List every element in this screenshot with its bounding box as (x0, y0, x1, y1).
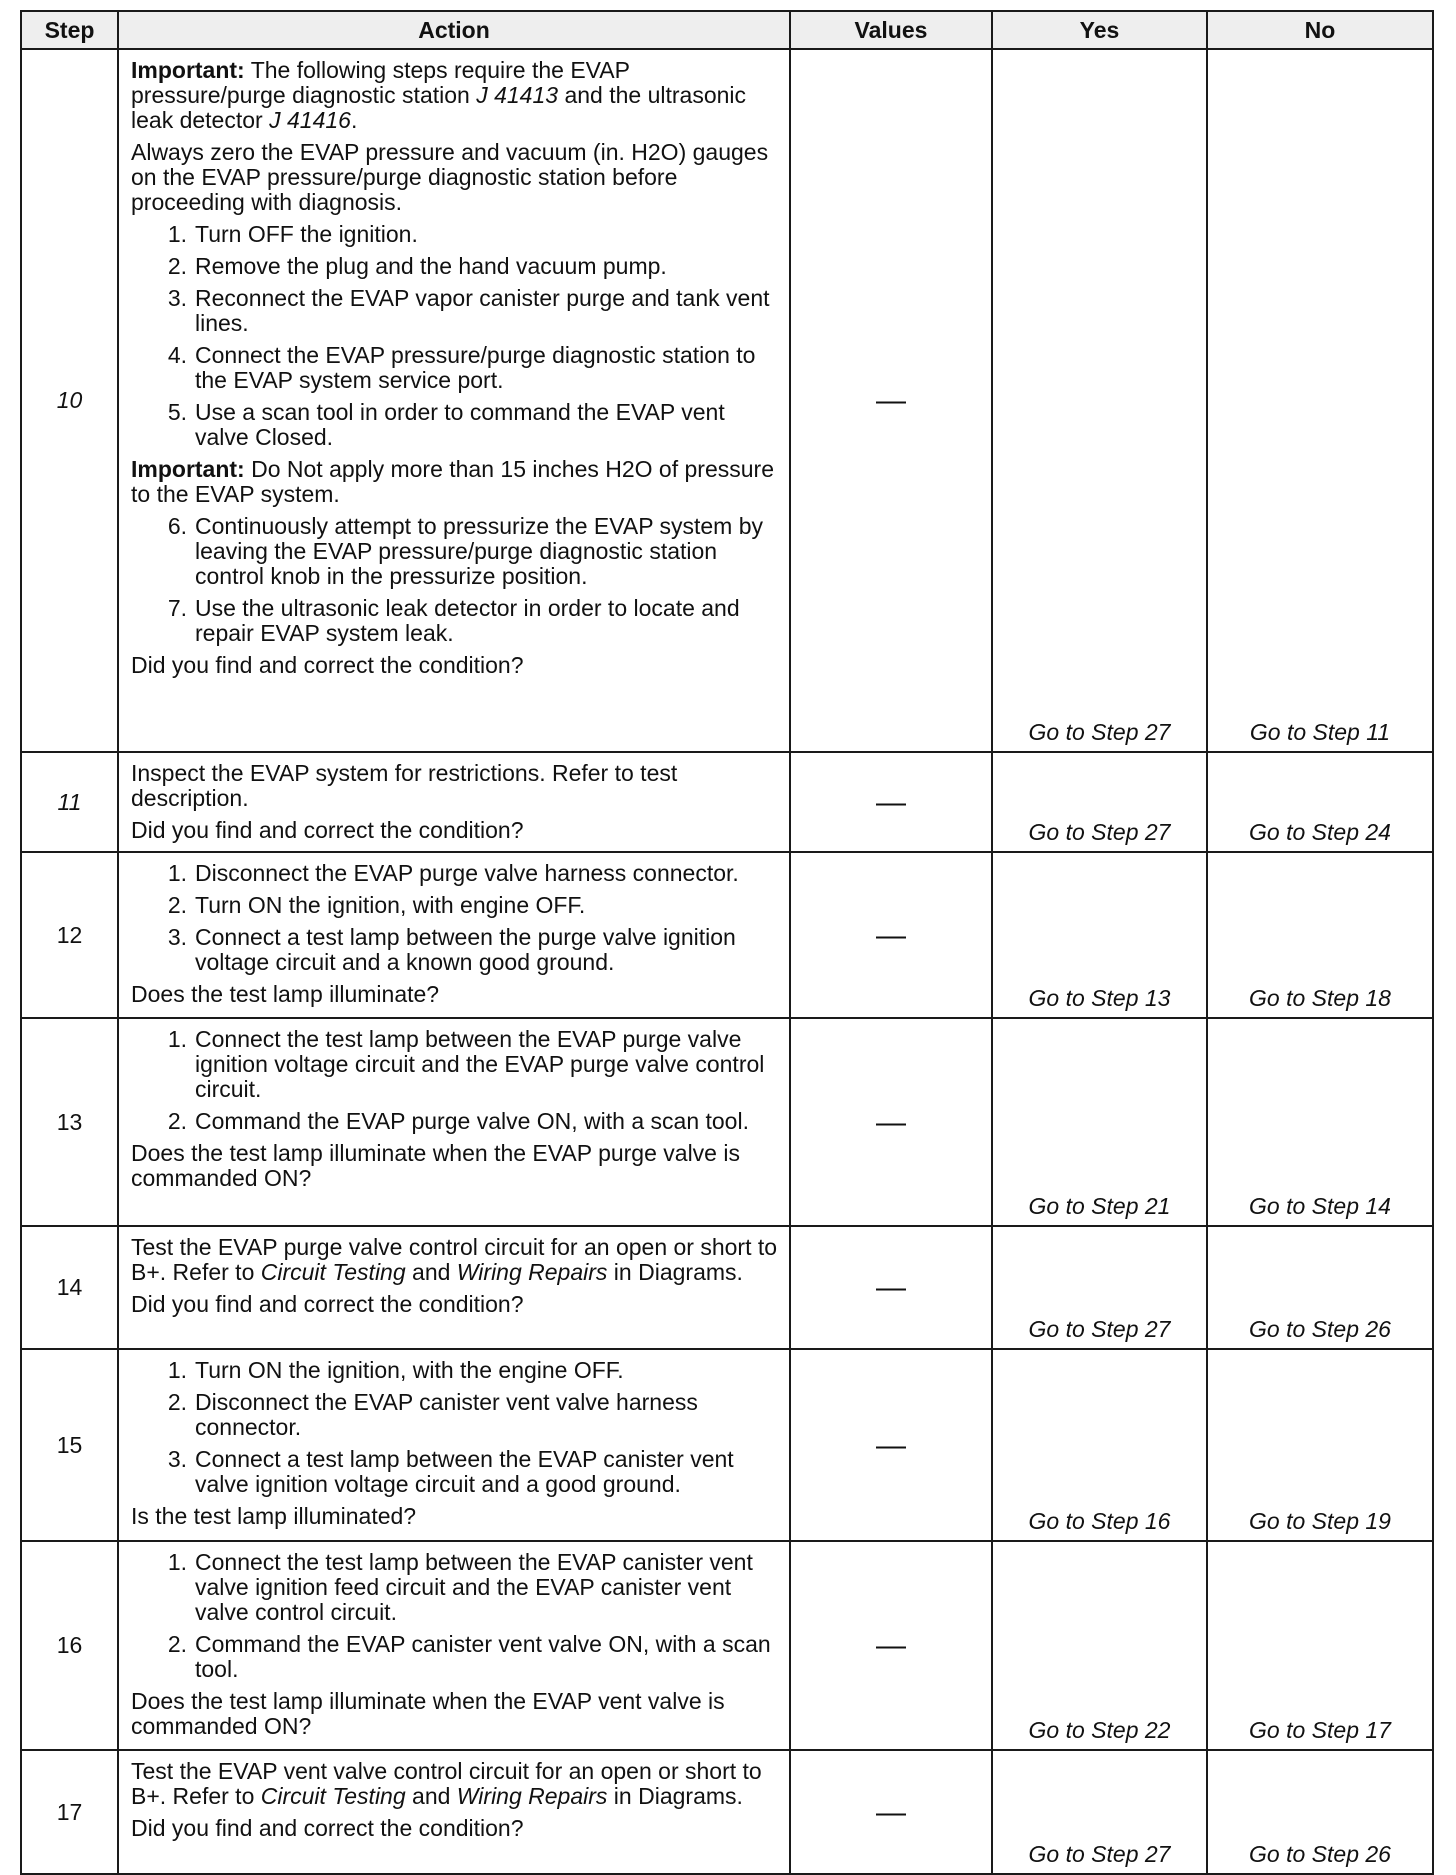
list-item: 3. Connect a test lamp between the EVAP canister vent valve ignition voltage circuit and a good ground. (167, 1446, 734, 1497)
table-row-step-15 (21, 1349, 1433, 1541)
list-item: 1. Turn OFF the ignition. (167, 221, 418, 247)
table-row-step-17 (21, 1750, 1433, 1874)
action-cell (118, 752, 790, 852)
list-item: 1. Disconnect the EVAP purge valve harness connector. (167, 860, 739, 886)
values-cell: — (790, 49, 992, 752)
step-number: 14 (21, 1226, 118, 1349)
yes-cell: Go to Step 27 (992, 752, 1207, 852)
step-number: 16 (21, 1541, 118, 1750)
yes-cell: Go to Step 16 (992, 1349, 1207, 1541)
list-item: 3. Connect a test lamp between the purge valve ignition voltage circuit and a known good ground. (167, 924, 736, 975)
diagnostic-table-page (20, 10, 1432, 1875)
list-item: 6. Continuously attempt to pressurize the EVAP system by leaving the EVAP pressure/purge diagnostic station control knob in the pressurize position. (167, 513, 764, 589)
question: Did you find and correct the condition? (131, 1291, 524, 1317)
instruction-paragraph: Inspect the EVAP system for restrictions. Refer to test description. (131, 760, 678, 811)
header-yes: Yes (992, 11, 1207, 49)
no-cell: Go to Step 26 (1207, 1750, 1433, 1874)
header-step: Step (21, 11, 118, 49)
question: Does the test lamp illuminate when the EVAP purge valve is commanded ON? (131, 1140, 740, 1191)
list-item: 2. Turn ON the ignition, with engine OFF. (167, 892, 586, 918)
values-cell: — (790, 1018, 992, 1226)
instruction-paragraph: Always zero the EVAP pressure and vacuum (in. H2O) gauges on the EVAP pressure/purge diagnostic station before proceeding with diagnosis. (131, 139, 769, 215)
action-cell (118, 852, 790, 1018)
diagnostic-table (20, 10, 1434, 1875)
no-cell: Go to Step 11 (1207, 49, 1433, 752)
step-number: 17 (21, 1750, 118, 1874)
list-item: 1. Connect the test lamp between the EVAP canister vent valve ignition feed circuit and the EVAP canister vent valve control circuit. (167, 1549, 753, 1625)
action-cell (118, 1750, 790, 1874)
yes-cell: Go to Step 27 (992, 49, 1207, 752)
table-row-step-10 (21, 49, 1433, 752)
no-cell: Go to Step 19 (1207, 1349, 1433, 1541)
table-row-step-13 (21, 1018, 1433, 1226)
list-item: 1. Connect the test lamp between the EVAP purge valve ignition voltage circuit and the EVAP purge valve control circuit. (167, 1026, 765, 1102)
list-item: 2. Remove the plug and the hand vacuum pump. (167, 253, 667, 279)
action-cell (118, 1018, 790, 1226)
no-cell: Go to Step 26 (1207, 1226, 1433, 1349)
important-note: Important: The following steps require the EVAP pressure/purge diagnostic station J 41413 and the ultrasonic leak detector J 41416. (131, 57, 747, 133)
yes-cell: Go to Step 27 (992, 1226, 1207, 1349)
list-item: 3. Reconnect the EVAP vapor canister purge and tank vent lines. (167, 285, 770, 336)
header-values: Values (790, 11, 992, 49)
values-cell: — (790, 1349, 992, 1541)
header-action: Action (118, 11, 790, 49)
question: Did you find and correct the condition? (131, 1815, 524, 1841)
question: Does the test lamp illuminate when the EVAP vent valve is commanded ON? (131, 1688, 725, 1739)
action-cell (118, 1541, 790, 1750)
no-cell: Go to Step 14 (1207, 1018, 1433, 1226)
values-cell: — (790, 1541, 992, 1750)
step-number: 15 (21, 1349, 118, 1541)
list-item: 7. Use the ultrasonic leak detector in order to locate and repair EVAP system leak. (167, 595, 740, 646)
question: Does the test lamp illuminate? (131, 981, 440, 1007)
no-cell: Go to Step 17 (1207, 1541, 1433, 1750)
yes-cell: Go to Step 27 (992, 1750, 1207, 1874)
list-item: 2. Command the EVAP purge valve ON, with a scan tool. (167, 1108, 749, 1134)
instruction-paragraph: Test the EVAP purge valve control circuit for an open or short to B+. Refer to Circuit Testing and Wiring Repairs in Diagrams. (131, 1234, 778, 1285)
table-row-step-16 (21, 1541, 1433, 1750)
table-row-step-12 (21, 852, 1433, 1018)
question: Did you find and correct the condition? (131, 817, 524, 843)
no-cell: Go to Step 18 (1207, 852, 1433, 1018)
header-row (21, 11, 1433, 49)
list-item: 5. Use a scan tool in order to command the EVAP vent valve Closed. (167, 399, 725, 450)
step-number: 12 (21, 852, 118, 1018)
list-item: 4. Connect the EVAP pressure/purge diagnostic station to the EVAP system service port. (167, 342, 756, 393)
table-row-step-14 (21, 1226, 1433, 1349)
list-item: 2. Disconnect the EVAP canister vent valve harness connector. (167, 1389, 698, 1440)
step-number: 10 (21, 49, 118, 752)
header-no: No (1207, 11, 1433, 49)
question: Did you find and correct the condition? (131, 652, 524, 678)
values-cell: — (790, 1226, 992, 1349)
instruction-paragraph: Test the EVAP vent valve control circuit for an open or short to B+. Refer to Circuit Testing and Wiring Repairs in Diagrams. (131, 1758, 762, 1809)
values-cell: — (790, 1750, 992, 1874)
no-cell: Go to Step 24 (1207, 752, 1433, 852)
important-note: Important: Do Not apply more than 15 inches H2O of pressure to the EVAP system. (131, 456, 774, 507)
values-cell: — (790, 852, 992, 1018)
step-number: 11 (21, 752, 118, 852)
list-item: 2. Command the EVAP canister vent valve ON, with a scan tool. (167, 1631, 771, 1682)
action-cell (118, 1226, 790, 1349)
list-item: 1. Turn ON the ignition, with the engine OFF. (167, 1357, 624, 1383)
table-row-step-11 (21, 752, 1433, 852)
action-cell (118, 49, 790, 752)
values-cell: — (790, 752, 992, 852)
yes-cell: Go to Step 13 (992, 852, 1207, 1018)
yes-cell: Go to Step 22 (992, 1541, 1207, 1750)
step-number: 13 (21, 1018, 118, 1226)
question: Is the test lamp illuminated? (131, 1503, 417, 1529)
action-cell (118, 1349, 790, 1541)
yes-cell: Go to Step 21 (992, 1018, 1207, 1226)
